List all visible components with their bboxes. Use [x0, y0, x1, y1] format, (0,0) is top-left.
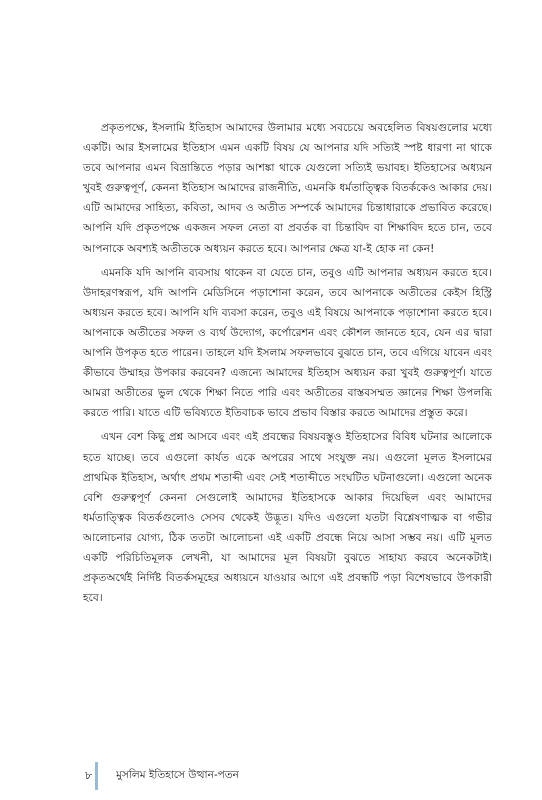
paragraph-3: এখন বেশ কিছু প্রশ্ন আসবে এবং এই প্রবন্ধের বিষয়বস্তুও ইতিহাসের বিবিধ ঘটনার আলোকে হতে যাচ্ছে। তবে এগুলো কার্যত একে অপরের সাথে সংযুক্ত নয়। এগুলো মূলত ইসলামের প্রাথমিক ইতিহাস, অর্থাৎ প্রথম শতাব্দী এবং সেই শতাব্দীতে সংঘটিত ঘটনাগুলো। এগুলো অনেক বেশি গুরুত্বপূর্ণ কেননা সেগুলোই আমাদের ইতিহাসকে আকার দিয়েছিল এবং আমাদের ধর্মতাত্ত্বিক বিতর্কগুলোও সেসব থেকেই উদ্ভূত। যদিও এগুলো যতটা বিশ্লেষণাত্মক বা গভীর আলোচনার যোগ্য, ঠিক ততটা আলোচনা এই একটি প্রবন্ধে নিয়ে আসা সম্ভব নয়। এটি মূলত একটি পরিচিতিমূলক লেখনী, যা আমাদের মূল বিষয়টা বুঝতে সাহায্য করবে অনেকটাই। প্রকৃতঅর্থেই নির্দিষ্ট বিতর্কসমূহের অধ্যয়নে যাওয়ার আগে এই প্রবন্ধটি পড়া বিশেষভাবে উপকারী হবে। — [83, 431, 492, 605]
page-footer — [85, 762, 239, 790]
paragraph-2: এমনকি যদি আপনি ব্যবসায় থাকেন বা যেতে চান, তবুও এটি আপনার অধ্যয়ন করতে হবে। উদাহরণস্বরূপ, যদি আপনি মেডিসিনে পড়াশোনা করেন, তবে আপনাকে অতীতের কেইস হিস্ট্রি অধ্যয়ন করতে হবে। আপনি যদি ব্যবসা করেন, তবুও এই বিষয়ে আপনাকে পড়াশোনা করতে হবে। আপনাকে অতীতের সফল ও ব্যর্থ উদ্যোগ, কর্পোরেশন এবং কৌশল জানতে হবে, যেন এর দ্বারা আপনি উপকৃত হতে পারেন। তাহলে যদি ইসলাম সফলভাবে বুঝতে চান, তবে এগিয়ে যাবেন এবং কীভাবে উম্মাহর উপকার করবেন? এজন্যে আমাদের ইতিহাস অধ্যয়ন করা খুবই গুরুত্বপূর্ণ। যাতে আমরা অতীতের ভুল থেকে শিক্ষা নিতে পারি এবং অতীতের বাস্তবসম্মত জ্ঞানের শিক্ষা উপলব্ধি করতে পারি। যাতে এটি ভবিষ্যতে ইতিবাচক ভাবে প্রভাব বিস্তার করতে আমাদের প্রস্তুত করে। — [83, 266, 492, 420]
page-number: ৮ — [85, 768, 93, 782]
running-title: মুসলিম ইতিহাসে উত্থান-পতন — [116, 768, 239, 781]
body-text — [83, 118, 492, 612]
paragraph-1: প্রকৃতপক্ষে, ইসলামি ইতিহাস আমাদের উলামার মধ্যে সবচেয়ে অবহেলিত বিষয়গুলোর মধ্যে একটি। আর ইসলামের ইতিহাস এমন একটি বিষয় যে আপনার যদি সত্যিই স্পষ্ট ধারণা না থাকে তবে আপনার এমন বিভ্রান্তিতে পড়ার আশঙ্কা থাকে যেগুলো সত্যিই ভয়াবহ। ইতিহাসের অধ্যয়ন খুবই গুরুত্বপূর্ণ, কেননা ইতিহাস আমাদের রাজনীতি, এমনকি ধর্মতাত্ত্বিক বিতর্ককেও আকার দেয়। এটি আমাদের সাহিত্য, কবিতা, আদব ও অতীত সম্পর্কে আমাদের চিন্তাধারাকে প্রভাবিত করেছে। আপনি যদি প্রকৃতপক্ষে একজন সফল নেতা বা প্রবর্তক বা চিন্তাবিদ বা শিক্ষাবিদ হতে চান, তবে আপনাকে অবশ্যই অতীতকে অধ্যয়ন করতে হবে। আপনার ক্ষেত্র যা-ই হোক না কেন! — [83, 122, 492, 255]
footer-divider — [95, 762, 98, 790]
